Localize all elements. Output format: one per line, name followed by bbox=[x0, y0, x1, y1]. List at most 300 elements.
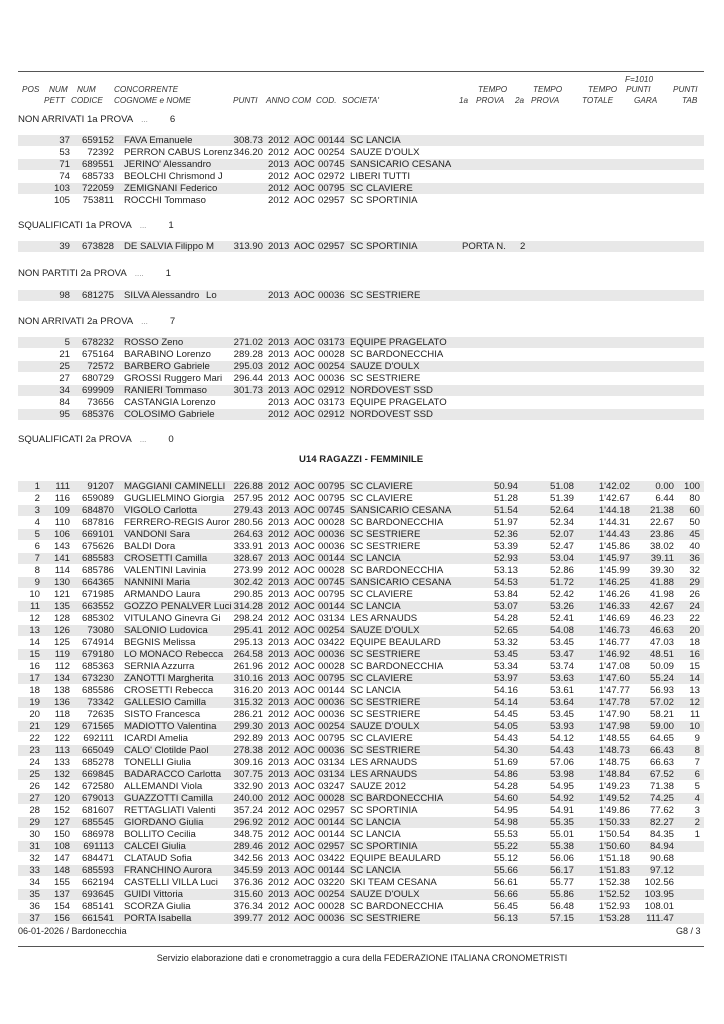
group-title-text: SQUALIFICATI 1a PROVA bbox=[18, 220, 132, 231]
race-points: 84.94 bbox=[649, 841, 674, 852]
rank: 1 bbox=[34, 481, 40, 492]
race-points: 39.11 bbox=[650, 553, 674, 564]
col-punti: PUNTI bbox=[233, 96, 258, 105]
club-code: 00254 bbox=[318, 361, 345, 372]
committee: AOC bbox=[294, 349, 315, 360]
birth-year: 2013 bbox=[268, 373, 290, 384]
athlete-name: BEOLCHI Chrismond J bbox=[124, 171, 223, 182]
club-name: SC LANCIA bbox=[350, 601, 401, 612]
fis-points: 292.89 bbox=[233, 733, 263, 744]
bib-number: 37 bbox=[59, 135, 70, 146]
total-time: 1'53.28 bbox=[598, 913, 630, 924]
table-points: 5 bbox=[694, 781, 700, 792]
birth-year: 2012 bbox=[268, 841, 290, 852]
rank: 29 bbox=[29, 817, 40, 828]
bib-number: 74 bbox=[59, 171, 70, 182]
bib-number: 137 bbox=[53, 889, 70, 900]
fis-points: 376.36 bbox=[233, 877, 263, 888]
run2-time: 53.45 bbox=[549, 709, 574, 720]
total-time: 1'47.90 bbox=[598, 709, 630, 720]
athlete-code: 664365 bbox=[81, 577, 114, 588]
race-points: 0.00 bbox=[655, 481, 674, 492]
bib-number: 110 bbox=[54, 517, 70, 528]
club-name: SC SESTRIERE bbox=[350, 290, 421, 301]
committee: AOC bbox=[294, 361, 315, 372]
run1-time: 54.98 bbox=[493, 817, 518, 828]
bib-number: 150 bbox=[53, 829, 70, 840]
committee: AOC bbox=[294, 171, 315, 182]
rank: 36 bbox=[29, 901, 40, 912]
committee: AOC bbox=[294, 589, 315, 600]
run1-time: 54.14 bbox=[493, 697, 518, 708]
committee: AOC bbox=[294, 661, 315, 672]
group-row bbox=[18, 147, 704, 158]
athlete-name: BARABINO Lorenzo bbox=[124, 349, 211, 360]
rank: 19 bbox=[29, 697, 40, 708]
athlete-code: 691113 bbox=[83, 841, 114, 852]
club-code: 00036 bbox=[318, 697, 345, 708]
run1-time: 53.97 bbox=[493, 673, 518, 684]
run2-time: 56.06 bbox=[549, 853, 574, 864]
race-points: 90.68 bbox=[649, 853, 674, 864]
table-points: 20 bbox=[689, 625, 700, 636]
col-num-cod-1: NUM bbox=[77, 85, 96, 94]
club-name: SC SESTRIERE bbox=[350, 697, 421, 708]
club-code: 03134 bbox=[318, 757, 345, 768]
total-time: 1'48.84 bbox=[598, 769, 630, 780]
club-code: 00144 bbox=[318, 817, 345, 828]
race-points: 39.30 bbox=[649, 565, 674, 576]
race-points: 84.35 bbox=[649, 829, 674, 840]
athlete-name: BEGNIS Melissa bbox=[124, 637, 196, 648]
rank: 3 bbox=[34, 505, 40, 516]
athlete-code: 685586 bbox=[81, 685, 114, 696]
run2-time: 53.45 bbox=[549, 637, 574, 648]
club-name: SC BARDONECCHIA bbox=[350, 793, 444, 804]
table-points: 29 bbox=[689, 577, 700, 588]
fis-points: 314.28 bbox=[233, 601, 263, 612]
athlete-code: 674914 bbox=[81, 637, 114, 648]
committee: AOC bbox=[294, 697, 315, 708]
run2-time: 53.98 bbox=[549, 769, 574, 780]
rank: 25 bbox=[29, 769, 40, 780]
committee: AOC bbox=[294, 721, 315, 732]
bib-number: 116 bbox=[54, 493, 70, 504]
fis-points: 346.20 bbox=[233, 147, 263, 158]
committee: AOC bbox=[294, 865, 315, 876]
run1-time: 52.65 bbox=[493, 625, 518, 636]
total-time: 1'47.78 bbox=[598, 697, 630, 708]
rank: 32 bbox=[29, 853, 40, 864]
result-row bbox=[18, 697, 704, 708]
club-name: EQUIPE PRAGELATO bbox=[350, 397, 447, 408]
bib-number: 126 bbox=[53, 625, 70, 636]
committee: AOC bbox=[294, 853, 315, 864]
group-count: 0 bbox=[168, 434, 174, 445]
club-code: 02972 bbox=[318, 171, 345, 182]
bib-number: 147 bbox=[53, 853, 70, 864]
fis-points: 315.60 bbox=[233, 889, 263, 900]
athlete-name: MADIOTTO Valentina bbox=[124, 721, 217, 732]
athlete-name: JERINO' Alessandro bbox=[124, 159, 212, 170]
total-time: 1'50.60 bbox=[598, 841, 630, 852]
bib-number: 138 bbox=[53, 685, 70, 696]
race-points: 103.95 bbox=[644, 889, 674, 900]
rank: 26 bbox=[29, 781, 40, 792]
birth-year: 2012 bbox=[268, 409, 290, 420]
total-time: 1'50.33 bbox=[598, 817, 630, 828]
athlete-name: GUIDI Vittoria bbox=[124, 889, 184, 900]
table-points: 8 bbox=[694, 745, 700, 756]
athlete-name: SISTO Francesca bbox=[124, 709, 201, 720]
athlete-name: GUGLIELMINO Giorgia bbox=[124, 493, 225, 504]
table-points: 26 bbox=[689, 589, 700, 600]
result-row bbox=[18, 865, 704, 876]
bib-number: 108 bbox=[53, 841, 70, 852]
club-name: NORDOVEST SSD bbox=[350, 385, 433, 396]
fis-points: 257.95 bbox=[233, 493, 263, 504]
club-code: 02957 bbox=[318, 841, 345, 852]
athlete-code: 673230 bbox=[81, 673, 114, 684]
rank: 24 bbox=[29, 757, 40, 768]
group-row bbox=[18, 409, 704, 420]
committee: AOC bbox=[294, 625, 315, 636]
club-name: SC CLAVIERE bbox=[350, 493, 413, 504]
committee: AOC bbox=[294, 781, 315, 792]
group-title bbox=[18, 434, 174, 445]
birth-year: 2012 bbox=[268, 901, 290, 912]
race-points: 6.44 bbox=[655, 493, 674, 504]
category-title: U14 RAGAZZI - FEMMINILE bbox=[299, 454, 424, 465]
rank: 35 bbox=[29, 889, 40, 900]
bib-number: 114 bbox=[54, 565, 70, 576]
club-code: 02912 bbox=[318, 385, 345, 396]
col-concorrente-1: CONCORRENTE bbox=[114, 85, 179, 94]
bib-number: 27 bbox=[59, 373, 70, 384]
club-name: SANSICARIO CESANA bbox=[350, 505, 452, 516]
bib-number: 128 bbox=[53, 613, 70, 624]
athlete-name: VIGOLO Carlotta bbox=[124, 505, 198, 516]
club-name: SKI TEAM CESANA bbox=[350, 877, 437, 888]
club-code: 03173 bbox=[318, 337, 345, 348]
athlete-name: PERRON CABUS Lorenz bbox=[124, 147, 233, 158]
birth-year: 2012 bbox=[268, 481, 290, 492]
group-title bbox=[18, 114, 175, 125]
athlete-code: 689551 bbox=[81, 159, 114, 170]
race-points: 48.51 bbox=[649, 649, 674, 660]
club-code: 00745 bbox=[318, 159, 345, 170]
result-row bbox=[18, 673, 704, 684]
birth-year: 2012 bbox=[268, 601, 290, 612]
athlete-name: SERNIA Azzurra bbox=[124, 661, 195, 672]
table-points: 14 bbox=[689, 673, 700, 684]
club-code: 00795 bbox=[318, 733, 345, 744]
athlete-code: 685278 bbox=[81, 757, 114, 768]
race-points: 64.65 bbox=[649, 733, 674, 744]
run2-time: 52.47 bbox=[549, 541, 574, 552]
club-code: 03422 bbox=[318, 637, 345, 648]
bib-number: 143 bbox=[53, 541, 70, 552]
result-row bbox=[18, 757, 704, 768]
club-name: SAUZE D'OULX bbox=[350, 147, 420, 158]
run2-time: 51.08 bbox=[549, 481, 574, 492]
athlete-code: 684870 bbox=[81, 505, 114, 516]
club-code: 02957 bbox=[318, 805, 345, 816]
bib-number: 132 bbox=[53, 769, 70, 780]
birth-year: 2012 bbox=[268, 913, 290, 924]
run2-time: 52.07 bbox=[549, 529, 574, 540]
birth-year: 2013 bbox=[268, 637, 290, 648]
run2-time: 51.39 bbox=[549, 493, 574, 504]
athlete-code: 692111 bbox=[83, 733, 114, 744]
dq-gate-number: 2 bbox=[520, 241, 526, 252]
athlete-code: 681607 bbox=[81, 805, 114, 816]
club-code: 00036 bbox=[318, 913, 345, 924]
fis-points: 264.58 bbox=[233, 649, 263, 660]
footer-credit: Servizio elaborazione dati e cronometraggio a cura della FEDERAZIONE ITALIANA CRONOMETRISTI bbox=[156, 953, 568, 963]
run1-time: 52.93 bbox=[493, 553, 518, 564]
committee: AOC bbox=[294, 147, 315, 158]
club-name: LES ARNAUDS bbox=[350, 757, 418, 768]
club-code: 00795 bbox=[318, 183, 345, 194]
fis-points: 273.99 bbox=[233, 565, 263, 576]
committee: AOC bbox=[294, 841, 315, 852]
run2-time: 53.26 bbox=[549, 601, 574, 612]
race-points: 41.88 bbox=[649, 577, 674, 588]
total-time: 1'52.38 bbox=[598, 877, 630, 888]
athlete-code: 72392 bbox=[87, 147, 114, 158]
group-row bbox=[18, 195, 704, 206]
birth-year: 2013 bbox=[268, 397, 290, 408]
club-code: 00745 bbox=[318, 577, 345, 588]
committee: AOC bbox=[294, 601, 315, 612]
race-points: 23.86 bbox=[649, 529, 674, 540]
committee: AOC bbox=[294, 757, 315, 768]
birth-year: 2013 bbox=[268, 889, 290, 900]
club-name: SC BARDONECCHIA bbox=[350, 349, 444, 360]
athlete-name: CALO' Clotilde Paol bbox=[124, 745, 209, 756]
header-top-rule bbox=[18, 71, 704, 72]
club-code: 00254 bbox=[318, 721, 345, 732]
rank: 20 bbox=[29, 709, 40, 720]
rank: 12 bbox=[29, 613, 40, 624]
rank: 30 bbox=[29, 829, 40, 840]
run1-time: 54.05 bbox=[493, 721, 518, 732]
result-row bbox=[18, 769, 704, 780]
table-points: 10 bbox=[689, 721, 700, 732]
athlete-suffix: M bbox=[206, 241, 214, 252]
birth-year: 2013 bbox=[268, 553, 290, 564]
athlete-code: 678232 bbox=[81, 337, 114, 348]
run1-time: 54.86 bbox=[493, 769, 518, 780]
club-code: 00144 bbox=[318, 865, 345, 876]
birth-year: 2012 bbox=[268, 745, 290, 756]
committee: AOC bbox=[294, 733, 315, 744]
committee: AOC bbox=[294, 769, 315, 780]
bib-number: 155 bbox=[53, 877, 70, 888]
dq-reason: PORTA N. bbox=[462, 241, 506, 252]
rank: 6 bbox=[34, 541, 40, 552]
bib-number: 121 bbox=[53, 589, 70, 600]
athlete-name: SCORZA Giulia bbox=[124, 901, 191, 912]
total-time: 1'46.33 bbox=[598, 601, 630, 612]
club-name: SC LANCIA bbox=[350, 135, 401, 146]
group-row bbox=[18, 183, 704, 194]
athlete-code: 686978 bbox=[81, 829, 114, 840]
athlete-code: 687816 bbox=[81, 517, 114, 528]
athlete-name: BARBERO Gabriele bbox=[124, 361, 210, 372]
table-points: 9 bbox=[694, 733, 700, 744]
group-title-dots: ... bbox=[141, 115, 148, 124]
athlete-name: ROCCHI Tommaso bbox=[124, 195, 206, 206]
bib-number: 130 bbox=[53, 577, 70, 588]
committee: AOC bbox=[294, 529, 315, 540]
committee: AOC bbox=[294, 337, 315, 348]
race-points: 67.52 bbox=[649, 769, 674, 780]
result-row bbox=[18, 745, 704, 756]
club-code: 00036 bbox=[318, 709, 345, 720]
result-row bbox=[18, 565, 704, 576]
run2-time: 55.38 bbox=[549, 841, 574, 852]
birth-year: 2013 bbox=[268, 757, 290, 768]
club-code: 00036 bbox=[318, 529, 345, 540]
birth-year: 2012 bbox=[268, 613, 290, 624]
athlete-code: 673828 bbox=[81, 241, 114, 252]
result-row bbox=[18, 721, 704, 732]
club-name: SC SESTRIERE bbox=[350, 649, 421, 660]
fis-points: 289.46 bbox=[233, 841, 263, 852]
club-name: SC CLAVIERE bbox=[350, 183, 413, 194]
club-name: SC LANCIA bbox=[350, 553, 401, 564]
athlete-code: 661541 bbox=[81, 913, 114, 924]
bib-number: 154 bbox=[53, 901, 70, 912]
run1-time: 53.07 bbox=[493, 601, 518, 612]
committee: AOC bbox=[294, 373, 315, 384]
fis-points: 296.92 bbox=[233, 817, 263, 828]
athlete-code: 72635 bbox=[87, 709, 114, 720]
birth-year: 2012 bbox=[268, 805, 290, 816]
athlete-name: LO MONACO Rebecca bbox=[124, 649, 224, 660]
table-points: 50 bbox=[689, 517, 700, 528]
rank: 11 bbox=[30, 601, 40, 612]
athlete-name: NANNINI Maria bbox=[124, 577, 191, 588]
race-points: 97.12 bbox=[649, 865, 674, 876]
run2-time: 54.91 bbox=[549, 805, 574, 816]
club-name: SC BARDONECCHIA bbox=[350, 901, 444, 912]
fis-points: 290.85 bbox=[233, 589, 263, 600]
club-name: SC CLAVIERE bbox=[350, 733, 413, 744]
table-points: 12 bbox=[689, 697, 700, 708]
rank: 31 bbox=[29, 841, 40, 852]
run2-time: 52.64 bbox=[549, 505, 574, 516]
col-cod: COD. bbox=[316, 96, 337, 105]
bib-number: 103 bbox=[53, 183, 70, 194]
group-row bbox=[18, 241, 704, 252]
rank: 16 bbox=[29, 661, 40, 672]
birth-year: 2012 bbox=[268, 709, 290, 720]
birth-year: 2012 bbox=[268, 529, 290, 540]
club-code: 00036 bbox=[318, 373, 345, 384]
result-row bbox=[18, 637, 704, 648]
total-time: 1'46.26 bbox=[598, 589, 630, 600]
run1-time: 56.66 bbox=[493, 889, 518, 900]
rank: 37 bbox=[29, 913, 40, 924]
birth-year: 2013 bbox=[268, 337, 290, 348]
committee: AOC bbox=[294, 649, 315, 660]
bib-number: 134 bbox=[53, 673, 70, 684]
fis-points: 278.38 bbox=[233, 745, 263, 756]
total-time: 1'45.99 bbox=[598, 565, 630, 576]
bib-number: 34 bbox=[59, 385, 70, 396]
group-title-text: NON PARTITI 2a PROVA bbox=[18, 268, 127, 279]
athlete-name: ICARDI Amelia bbox=[124, 733, 188, 744]
club-code: 00028 bbox=[318, 565, 345, 576]
committee: AOC bbox=[294, 517, 315, 528]
group-row bbox=[18, 361, 704, 372]
run2-time: 55.77 bbox=[549, 877, 574, 888]
athlete-code: 72572 bbox=[87, 361, 114, 372]
run1-time: 53.32 bbox=[493, 637, 518, 648]
athlete-name: GOZZO PENALVER Luci bbox=[124, 601, 232, 612]
total-time: 1'52.52 bbox=[598, 889, 630, 900]
committee: AOC bbox=[294, 709, 315, 720]
athlete-name: PORTA Isabella bbox=[124, 913, 192, 924]
total-time: 1'42.67 bbox=[598, 493, 630, 504]
result-row bbox=[18, 481, 704, 492]
birth-year: 2012 bbox=[268, 493, 290, 504]
athlete-code: 753811 bbox=[82, 195, 114, 206]
athlete-name: ZEMIGNANI Federico bbox=[124, 183, 218, 194]
run1-time: 51.97 bbox=[493, 517, 518, 528]
total-time: 1'47.60 bbox=[598, 673, 630, 684]
fis-points: 264.63 bbox=[233, 529, 263, 540]
run1-time: 50.94 bbox=[493, 481, 518, 492]
birth-year: 2013 bbox=[268, 290, 290, 301]
athlete-code: 669101 bbox=[81, 529, 114, 540]
table-points: 18 bbox=[689, 637, 700, 648]
bib-number: 118 bbox=[54, 709, 70, 720]
athlete-name: ALLEMANDI Viola bbox=[124, 781, 203, 792]
club-code: 03422 bbox=[318, 853, 345, 864]
total-time: 1'42.02 bbox=[598, 481, 630, 492]
run1-time: 54.45 bbox=[493, 709, 518, 720]
result-row bbox=[18, 553, 704, 564]
run2-time: 55.35 bbox=[549, 817, 574, 828]
race-points: 58.21 bbox=[649, 709, 674, 720]
total-time: 1'48.55 bbox=[598, 733, 630, 744]
race-points: 55.24 bbox=[649, 673, 674, 684]
group-title-text: NON ARRIVATI 2a PROVA bbox=[18, 316, 134, 327]
athlete-code: 679180 bbox=[81, 649, 114, 660]
club-name: SC SPORTINIA bbox=[350, 841, 418, 852]
total-time: 1'47.77 bbox=[598, 685, 630, 696]
committee: AOC bbox=[294, 745, 315, 756]
athlete-code: 669845 bbox=[81, 769, 114, 780]
athlete-name: CLATAUD Sofia bbox=[124, 853, 192, 864]
col-num-pett-1: NUM bbox=[49, 85, 68, 94]
rank: 15 bbox=[29, 649, 40, 660]
fis-points: 226.88 bbox=[233, 481, 263, 492]
rank: 33 bbox=[29, 865, 40, 876]
athlete-name: ZANOTTI Margherita bbox=[124, 673, 214, 684]
birth-year: 2013 bbox=[268, 589, 290, 600]
club-code: 00028 bbox=[318, 349, 345, 360]
col-p1-prefix: 1a bbox=[459, 96, 469, 105]
committee: AOC bbox=[294, 505, 315, 516]
result-row bbox=[18, 685, 704, 696]
club-name: SC BARDONECCHIA bbox=[350, 517, 444, 528]
club-name: SC LANCIA bbox=[350, 685, 401, 696]
